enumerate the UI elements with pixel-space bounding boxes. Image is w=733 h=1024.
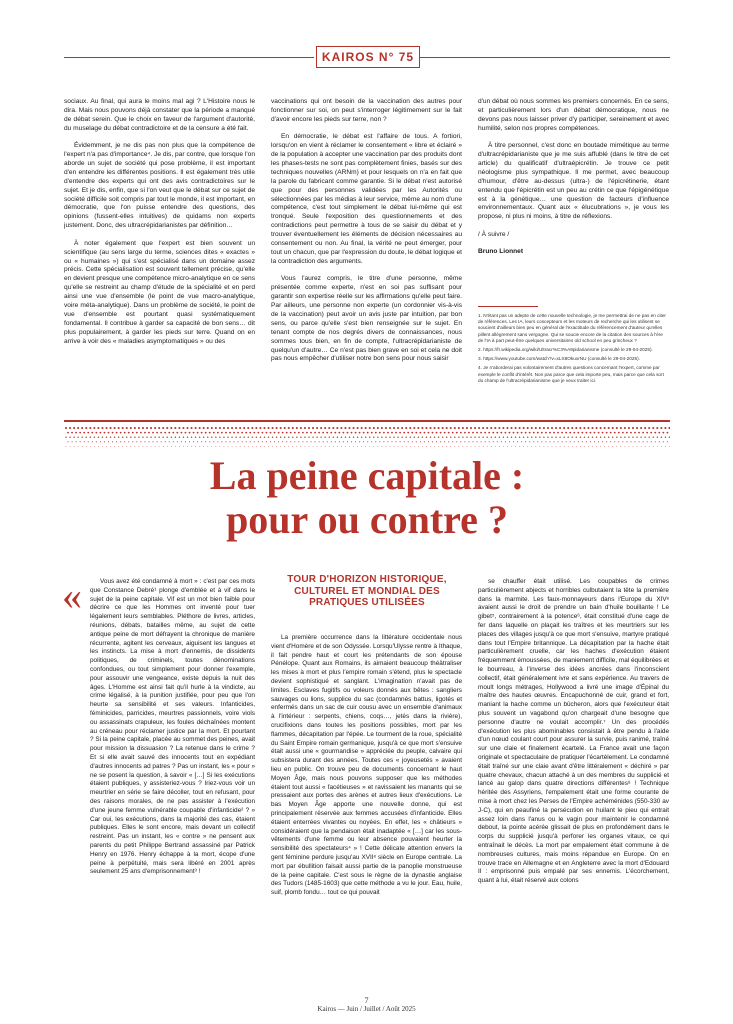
paragraph: En démocratie, le débat est l'affaire de tous. A fortiori, lorsqu'on en vient à réclamer le consentement « libre et éclairé » de la population à accepter une vaccination par des produits dont les phases-tests ne sont pas complètement finies, basés sur des techniques nouvelles (ARNm) et pour lesquels on n'a en fait que la parole du fabricant comme garantie. Si le débat n'est autorisé que pour des personnes validées par les Autorités ou sélectionnées par les médias à leur service, même au nom d'une compétence, c'est tout simplement le débat lui-même qui est tronqué. Seule l'exposition des questionnements et des contradictions peut permettre à tous de se saisir du débat et y trouver éventuellement les éléments de décision nécessaires au consentement ou non. Au final, la vérité ne peut émerger, pour tout un chacun, que par l'expression du doute, le débat logique et la contradiction des arguments. (271, 133, 462, 265)
page-footer (0, 996, 733, 1013)
issue-badge: KAIROS N° 75 (316, 46, 420, 68)
paragraph: Vous l'aurez compris, le titre d'une personne, même présentée comme experte, n'est en soi pas suffisant pour garantir son expertise réelle sur les affirmations qu'elle peut faire. Par ailleurs, une personne non experte (un cordonnier vis-à-vis de la vaccination) peut avoir un avis juste par intuition, par bon sens, ou parce qu'elle s'est bien renseignée sur le sujet. En tenant compte de nos degrés divers de connaissances, nous sommes tous bien, en fin de compte, l'ultracrépidarianiste de quelqu'un d'autre… Ce n'est pas bien grave en soi et cela ne doit pas nous empêcher d'utiliser notre bon sens pour nous saisir (271, 275, 462, 363)
paragraph: 2. https://fr.wikipedia.org/wiki/Ultracr%C3%A9pidarianisme (consulté le 29-04-2025). (478, 347, 653, 353)
top-column-2 (271, 98, 462, 398)
article-column-3 (478, 578, 669, 986)
article-title (64, 454, 670, 542)
paragraph: d'un débat où nous sommes les premiers concernés. En ce sens, et particulièrement lors d'un débat démocratique, nous ne devons pas nous laisser priver d'y participer, sereinement et avec humilité, selon nos propres compétences. (478, 98, 669, 132)
paragraph: 3. https://www.youtube.com/watch?v=xLX8OkuxrNU (consulté le 29-04-2025). (478, 356, 640, 362)
paragraph: sociaux. Au final, qui aura le moins mal agi ? L'Histoire nous le dira. Mais nous pouvons déjà constater que la période a manqué de débat serein. Que le choix en faveur de l'argument d'autorité, du muselage du débat contradictoire et de la censure a été fait. (64, 98, 255, 132)
paragraph: À noter également que l'expert est bien souvent un scientifique (au sens large du terme, sciences dites « exactes » ou « humaines ») qui s'est spécialisé dans un domaine assez précis. Cette spécialisation est souvent tellement précise, qu'elle en devient presque une compétence micro-analytique en ce sens qu'elle se restreint au champ d'étude de la spécialité et en perd ainsi une vue d'ensemble (le point de vue macro-analytique, voire méta-analytique). Dans un problème de société, le point de vue d'ensemble est pourtant quasi systématiquement fondamental. Il contribue à garder sa capacité de bon sens… dit plus populairement, à garder les pieds sur terre. Quand on en arrive à voir des « maladies asymptomatiques » ou des (64, 239, 255, 345)
footer-text: Kairos — Juin / Juillet / Août 2025 (317, 1005, 416, 1013)
top-column-3 (478, 98, 669, 294)
article-column-1 (90, 578, 255, 986)
masthead (0, 44, 733, 72)
dot-pattern (64, 426, 670, 450)
top-column-1 (64, 98, 255, 398)
article-column-2 (271, 634, 462, 986)
footnotes (478, 306, 669, 406)
title-line-1: La peine capitale : (209, 453, 525, 498)
masthead-rule-right (420, 57, 670, 58)
paragraph: Bruno Lionnet (478, 248, 524, 256)
paragraph: 1. N'étant pas un adepte de cette nouvelle technologie, je me permettrai de ne pas en citer de références. Les IA, leurs concepteurs et les moteurs de recherche qui les utilisent se soucient d'ailleurs bien peu en général de l'exactitude du référencement d'auteur qu'elles pillent allègrement sans vergogne. Qui se soucie encore de la citation des sources à l'ère de l'IA à part peut-être quelques universitaires old school en peu grincheux ? (478, 313, 666, 343)
title-line-2: pour ou contre ? (226, 497, 508, 542)
paragraph: / À suivre / (478, 230, 510, 238)
article-subhead: TOUR D'HORIZON HISTORIQUE, CULTUREL ET MONDIAL DES PRATIQUES UTILISÉES (287, 574, 447, 608)
paragraph: vaccinations qui ont besoin de la vaccination des autres pour fonctionner sur soi, on peut s'interroger légitimement sur le fait d'avoir encore les pieds sur terre, non ? (271, 98, 462, 123)
paragraph: À titre personnel, c'est donc en boutade mimétique au terme d'ultracrépidarianiste que je me suis affublé (dans le titre de cet article) du qualificatif d'ultraépicrétin. Je trouve ce petit néologisme plus sympathique. Il me permet, avec beaucoup d'humour, d'être au-dessus (ultra-) de l'épicrétinerie, étant entendu que l'épicrétin est un peu au crétin ce que l'épigénétique est à la génétique… une question de facteurs d'influence environnementaux. Quant aux « élucubrations », je vous les propose, ni plus ni moins, à titre de réflexions. (478, 142, 669, 221)
paragraph: Évidemment, je ne dis pas non plus que la compétence de l'expert n'a pas d'importance⁴. Je dis, par contre, que lorsque l'on aborde un sujet de société qui pose problème, il est important d'en entendre les différentes positions. Il est également très utile d'entendre des experts qui ont des avis contradictoires sur le sujet. Et je dis, enfin, que si l'on veut que le débat sur ce sujet de société difficile soit compris par tout le monde, il est important, en démocratie, que l'on puisse entendre des questions, des opinions (fussent-elles intuitives) de quidams non experts justement. Donc, des ultracrépidarianistes par définition… (64, 142, 255, 230)
paragraph: 4. Je n'aborderai pas volontairement d'autres questions concernant l'expert, comme par exemple le conflit d'intérêt. Non pas parce que cela importe peu, mais parce que cela sort du champ de l'ultracrépidarianisme que je veux traiter ici. (478, 365, 664, 383)
opening-quote-mark: « (62, 573, 82, 618)
paragraph: Vous avez été condamné à mort » : c'est par ces mots que Constance Debré¹ plonge d'emblée et à vif dans le sujet de la peine capitale. Vif est un mot bien faible pour décrire ce que les Hommes ont inventé pour tuer légalement leurs semblables. Pléthore de livres, articles, réunions, débats, batailles même, au sujet de cette antique peine de mort défrayent la chronique de manière récurrente, agitent les cerveaux, aiguisent les langues et les instincts. La mise à mort d'ennemis, de dissidents politiques, de criminels, toutes dénominations confondues, ou tout simplement pour donner l'exemple, pour assouvir une vengeance, existe depuis la nuit des âges. L'Homme est ainsi fait qu'il hurle à la vindicte, au crime légalisé, à la punition justifiée, pour peu que l'on heurte sa sensibilité et ses valeurs. Infanticides, féminicides, parricides, meurtres passionnels, voire viols ou assassinats crapuleux, les foules déchaînées montent au créneau pour réclamer justice par la mort. Et pourtant ? Si la peine capitale, placée au sommet des peines, avait pour mission la dissuasion ? La retenue dans le crime ? Et si elle avait sauvé des innocents tout en expédiant d'autres innocents ad patres ? Pas un instant, les « pour » ne se posent la question, à savoir « […] Si les exécutions étaient publiques, y assisteriez-vous ? Iriez-vous voir un meurtrier en série se faire décoller, tout en refusant, pour des raisons morales, de ne pas assister à l'exécution d'une jeune femme vulnérable coupable d'infanticide² ? » Car oui, les exécutions, dans la majorité des cas, étaient publiques. Elles le sont encore, mais devant un collectif restreint. Pas un instant, les « contre » ne pensent aux parents du petit Philippe Bertrand assassiné par Patrick Henry en 1976. Henry échappe à la mort, écope d'une peine à perpétuité, mais sera libéré en 2001 après seulement 25 ans d'emprisonnement³ ! (90, 578, 255, 876)
paragraph: La première occurrence dans la littérature occidentale nous vient d'Homère et de son Odyssée. Lorsqu'Ulysse rentre à Ithaque, il fait pendre haut et court les prétendants de son épouse Pénélope. Quant aux Romains, ils aimaient beaucoup théâtraliser les mises à mort et plus l'empire romain s'étend, plus le spectacle devient sophistiqué et sanglant. L'imagination n'avait pas de limites. Esclaves fugitifs ou voleurs donnés aux bêtes : sangliers sauvages ou lions, supplice du sac (condamnés battus, ligotés et enfermés dans un sac de cuir cousu avec un ensemble d'animaux à l'intérieur : serpents, chiens, coqs…, jetés dans la rivière), crucifixions dans toutes les positions possibles, mort par les flammes, décapitation par l'épée. Le tourment de la roue, spécialité du Saint Empire romain germanique, jusqu'à ce que mort s'ensuive était aussi une « gourmandise » appréciée du peuple, calvaire qui subsistera durant des années. Toutes ces « joyeusetés » avaient lieu en public. On trouve peu de documents concernant le haut Moyen Âge, mais nous pouvons supposer que les méthodes étaient tout aussi « facétieuses » et ravissaient les manants qui se pressaient aux portes des arènes et autres lieux d'exécutions. Le bas Moyen Âge apporte une nouvelle donne, qui est principalement réservée aux femmes accusées d'infanticide. Elles étaient enterrées vivantes ou noyées. En effet, les « châtieurs » considéraient que la pendaison était inadaptée « […] car les sous-vêtements d'une femme ou leur absence pouvaient heurter la sensibilité des spectateurs⁴ » ! Cette délicate attention envers la gent féminine perdure jusqu'au XVIIᵉ siècle en Europe centrale. La mort par ébullition faisait aussi partie de la panoplie monstrueuse de la peine capitale. C'est sous le règne de la dynastie anglaise des Tudors (1485-1603) que cette méthode a vu le jour. Eau, huile, suif, plomb fondu… tout ce qui pouvait (271, 634, 462, 897)
paragraph: se chauffer était utilisé. Les coupables de crimes particulièrement abjects et horribles culbutaient la tête la première dans la marmite. Les faux-monnayeurs dans l'Europe du XIVᵉ avaient aussi le droit de prendre un bain d'huile bouillante ! Le gibet⁵, contrairement à la potence⁶, était constitué d'une cage de fer dans laquelle on plaçait les traîtres et les meurtriers sur les places des villages jusqu'à ce que mort s'ensuive, martyre pratiqué dans tout l'Empire britannique. La décapitation par la hache était particulièrement cruelle, car les haches d'exécution étaient fréquemment émoussées, de maniement difficile, mal équilibrées et le bourreau, à l'inverse des idées ancrées dans l'inconscient collectif, était généralement ivre et sans expérience. Au travers de moult longs métrages, Hollywood a livré une image d'Épinal du maître des hautes œuvres. Encapuchonné de cuir, grand et fort, maniant la hache comme un bûcheron, alors que l'exécuteur était plus souvent un vagabond qu'on chargeait d'une besogne que personne d'autre ne voulait accomplir.⁷ Un des procédés d'exécution les plus abominables consistait à être pendu à l'aide d'un nœud coulant court pour assurer la survie, puis ranimé, traîné sur une claie et finalement écartelé. La France avait une façon originale et spectaculaire de pratiquer l'écartèlement. Le condamné était traîné sur une claie avant d'être littéralement « déchiré » par quatre chevaux, chacun attaché à un des membres du supplicié et lancé au galop dans quatre directions différentes⁸ ! Technique héritée des Assyriens, l'empalement était une forme courante de mise à mort chez les Perses de l'Empire achéménides (550-330 av J-C), qui en peaufiné la persécution en huilant le pieu qui entrait assez loin dans l'anus ou le vagin pour maintenir le condamné debout, la pointe acérée glissait de plus en profondément dans le corps du supplicié jusqu'à perforer les organes vitaux, ce qui entraînait le décès. La mort par empalement était commune à de nombreuses cultures, mais moins répandue en Europe. On en trouve trace en Allemagne et en Angleterre avec la mort d'Edouard II : emprisonné puis empalé par ses ennemis. L'écorchement, quant à lui, était réservé aux colons (478, 578, 669, 885)
section-separator (64, 420, 670, 422)
masthead-rule-left (64, 57, 314, 58)
page-number: 7 (364, 996, 369, 1005)
footnote-rule (478, 306, 538, 307)
